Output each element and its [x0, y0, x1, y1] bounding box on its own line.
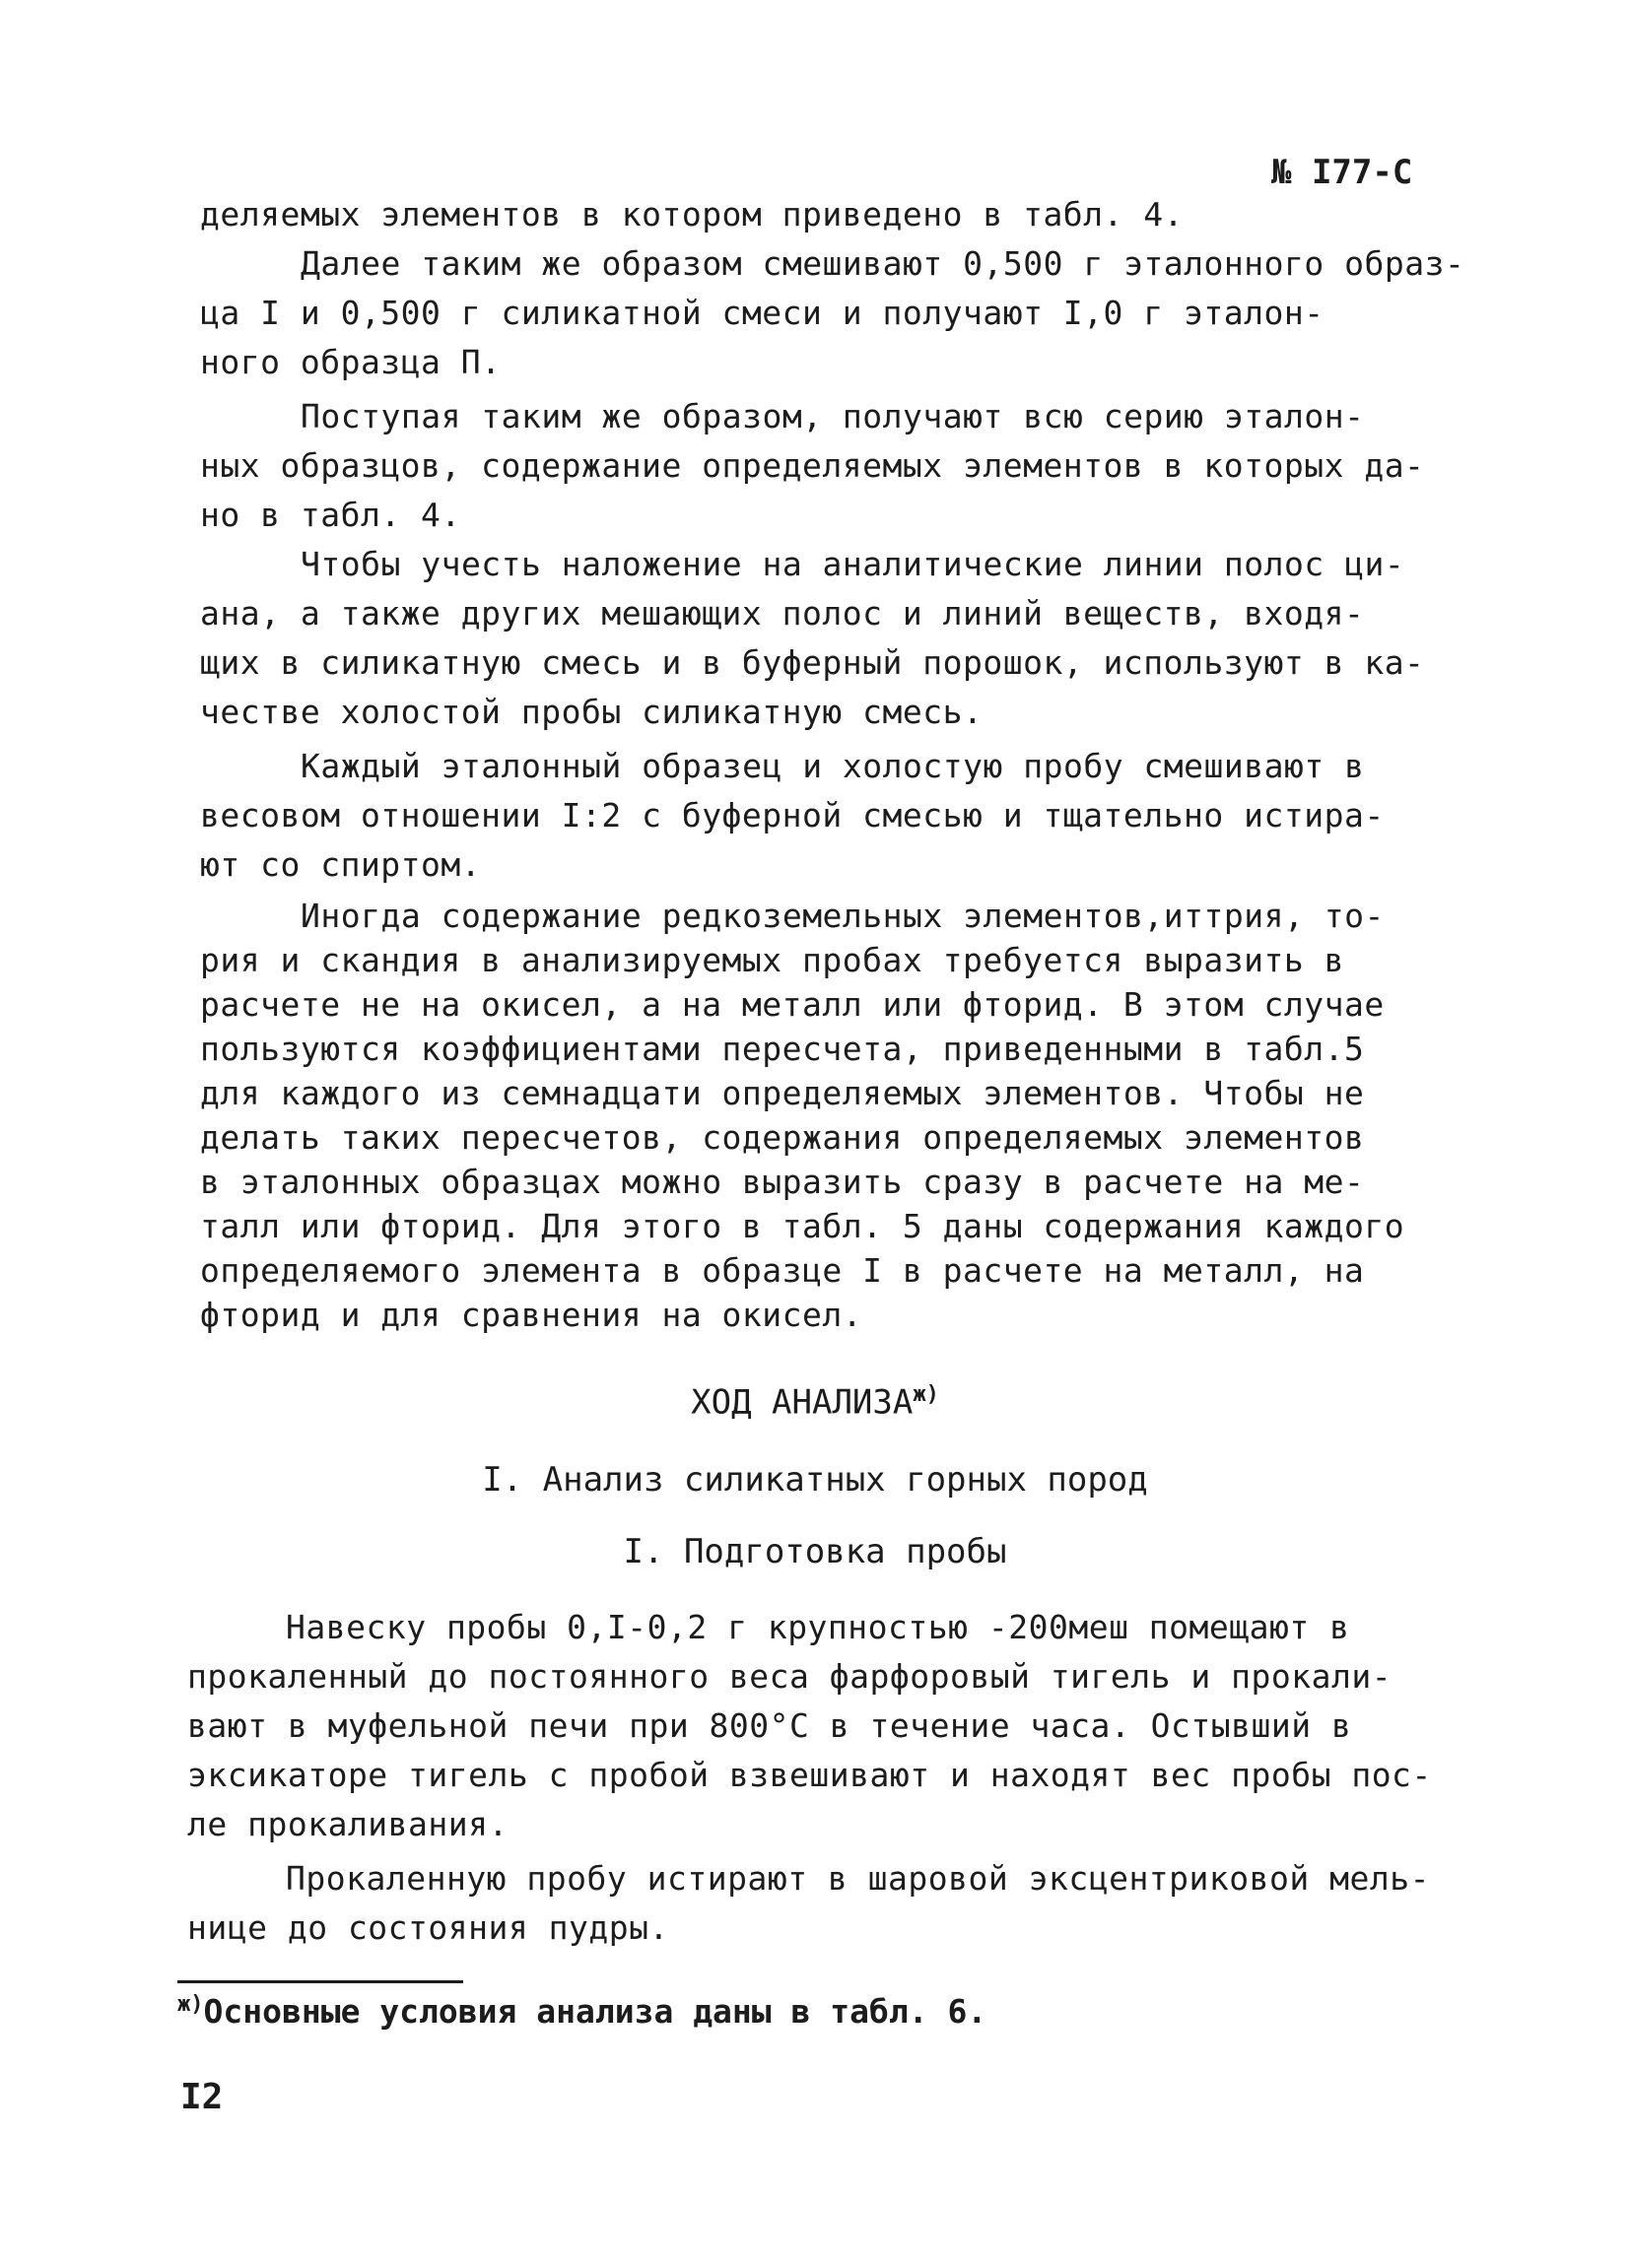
text-line: но в табл. 4.: [200, 496, 461, 534]
text-line: в эталонных образцах можно выразить сразу в расчете на ме-: [200, 1163, 1365, 1201]
text-line: нице до состояния пудры.: [187, 1908, 669, 1947]
text-line: Каждый эталонный образец и холостую пробу смешивают в: [301, 747, 1365, 785]
footnote-mark: ж): [177, 1992, 204, 2017]
text-line: ных образцов, содержание определяемых элементов в которых да-: [200, 446, 1425, 485]
section-subsubtitle: I. Подготовка пробы: [623, 1532, 1007, 1571]
footnote-reference: ж): [913, 1382, 939, 1407]
text-line: Иногда содержание редкоземельных элементов,иттрия, то-: [301, 897, 1385, 935]
section-heading: [0, 1382, 1630, 1422]
text-line: ана, а также других мешающих полос и линий веществ, входя-: [200, 594, 1365, 633]
text-line: Поступая таким же образом, получают всю серию эталон-: [301, 397, 1365, 435]
text-line: Прокаленную пробу истирают в шаровой эксцентриковой мель-: [286, 1859, 1430, 1898]
section-title: ХОД АНАЛИЗА: [691, 1382, 914, 1423]
text-line: ца I и 0,500 г силикатной смеси и получают I,0 г эталон-: [200, 294, 1324, 332]
page-number: I2: [180, 2077, 224, 2117]
text-line: Навеску пробы 0,I-0,2 г крупностью -200меш помещают в: [286, 1608, 1350, 1646]
text-line: прокаленный до постоянного веса фарфоровый тигель и прокали-: [187, 1657, 1392, 1696]
text-line: ного образца П.: [200, 343, 502, 381]
text-line: Далее таким же образом смешивают 0,500 г эталонного образ-: [301, 244, 1465, 283]
text-line: эксикаторе тигель с пробой взвешивают и находят вес пробы пос-: [187, 1756, 1432, 1794]
text-line: для каждого из семнадцати определяемых элементов. Чтобы не: [200, 1074, 1365, 1112]
text-line: делать таких пересчетов, содержания определяемых элементов: [200, 1118, 1365, 1157]
text-line: деляемых элементов в котором приведено в табл. 4.: [200, 195, 1185, 233]
text-line: определяемого элемента в образце I в расчете на металл, на: [200, 1251, 1365, 1290]
text-line: талл или фторид. Для этого в табл. 5 даны содержания каждого: [200, 1207, 1405, 1245]
footnote: [177, 1992, 986, 2031]
text-line: рия и скандия в анализируемых пробах требуется выразить в: [200, 941, 1344, 979]
text-line: весовом отношении I:2 с буферной смесью и тщательно истира-: [200, 796, 1385, 834]
text-line: честве холостой пробы силикатную смесь.: [200, 693, 984, 731]
text-line: ют со спиртом.: [200, 845, 482, 884]
text-line: вают в муфельной печи при 800°С в течение часа. Остывший в: [187, 1706, 1352, 1745]
text-line: пользуются коэффициентами пересчета, приведенными в табл.5: [200, 1030, 1365, 1068]
footnote-text: Основные условия анализа даны в табл. 6.: [203, 1992, 987, 2031]
text-line: щих в силикатную смесь и в буферный порошок, используют в ка-: [200, 643, 1425, 682]
footnote-divider: [177, 1980, 463, 1983]
text-line: расчете не на окисел, а на металл или фторид. В этом случае: [200, 985, 1385, 1024]
text-line: ле прокаливания.: [187, 1805, 509, 1843]
document-number: № I77-С: [1271, 153, 1413, 192]
section-subtitle: I. Анализ силикатных горных пород: [482, 1460, 1148, 1500]
text-line: Чтобы учесть наложение на аналитические линии полос ци-: [301, 545, 1405, 583]
text-line: фторид и для сравнения на окисел.: [200, 1296, 863, 1334]
